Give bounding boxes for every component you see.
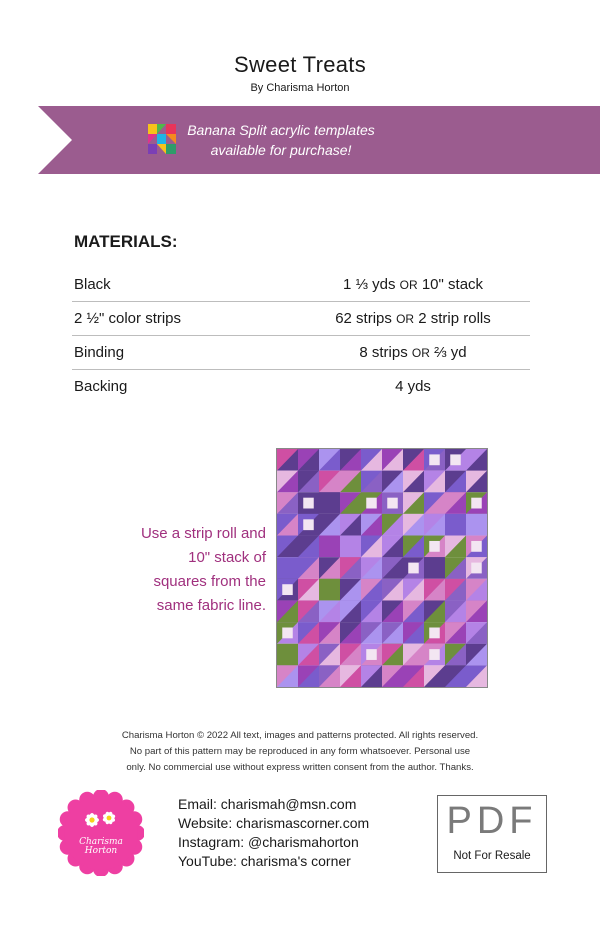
- quilt-image: [276, 448, 488, 688]
- copyright-line: Charisma Horton © 2022 All text, images and patterns protected. All rights reserved.: [121, 730, 479, 741]
- quilt-light-square: [366, 498, 377, 509]
- amount-b: ⅔ yd: [434, 344, 467, 361]
- quilt-light-square: [471, 541, 482, 552]
- note-line: squares from the: [153, 573, 266, 590]
- pdf-label: PDF: [446, 800, 538, 842]
- amount-b: 10" stack: [421, 276, 484, 293]
- quilt-light-square: [303, 519, 314, 530]
- or-label: OR: [399, 278, 418, 292]
- page-title: Sweet Treats: [234, 52, 366, 77]
- table-row: [72, 336, 530, 370]
- amount-a: 1 ⅓ yds: [342, 276, 396, 293]
- banner-text: [178, 120, 384, 160]
- quilt-light-square: [387, 498, 398, 509]
- copyright-line: No part of this pattern may be reproduced in any form whatsoever. Personal use: [129, 746, 471, 757]
- banana-split-template-icon: [148, 124, 176, 154]
- website-link[interactable]: Website: charismascorner.com: [178, 815, 370, 831]
- material-amount: [296, 302, 530, 336]
- author-byline: By Charisma Horton: [250, 82, 350, 94]
- quilt-light-square: [471, 498, 482, 509]
- pdf-sublabel: Not For Resale: [453, 850, 531, 862]
- amount-a: 62 strips: [335, 310, 392, 327]
- quilt-light-square: [303, 498, 314, 509]
- material-amount: [296, 268, 530, 302]
- materials-heading: MATERIALS:: [74, 232, 178, 251]
- note-line: 10" stack of: [188, 549, 266, 566]
- quilt-light-square: [366, 649, 377, 660]
- contact-info: [178, 795, 369, 871]
- quilt-light-square: [450, 454, 461, 465]
- banner-line-1: Banana Split acrylic templates: [187, 122, 375, 138]
- logo-text: [58, 838, 144, 856]
- promo-banner[interactable]: [38, 106, 600, 174]
- quilt-light-square: [429, 628, 440, 639]
- material-amount: [296, 336, 530, 370]
- table-row: [72, 268, 530, 302]
- or-label: OR: [411, 346, 430, 360]
- material-item: 2 ½" color strips: [72, 302, 296, 336]
- copyright-notice: [40, 728, 560, 776]
- material-item: Binding: [72, 336, 296, 370]
- quilt-pattern: [277, 449, 487, 687]
- quilt-light-square: [429, 454, 440, 465]
- logo-line-1: Charisma: [79, 837, 123, 847]
- note-line: same fabric line.: [156, 597, 266, 614]
- scallop-badge-icon: [58, 790, 144, 876]
- materials-table: [72, 268, 530, 403]
- quilt-light-square: [429, 541, 440, 552]
- material-amount: [296, 370, 530, 404]
- material-item: Backing: [74, 378, 128, 395]
- quilt-light-square: [429, 649, 440, 660]
- youtube-link[interactable]: YouTube: charisma's corner: [178, 853, 351, 869]
- material-item: Black: [72, 268, 296, 302]
- table-row: [72, 370, 530, 404]
- amount-a: 8 strips: [359, 344, 408, 361]
- logo-line-2: Horton: [84, 846, 118, 856]
- quilt-light-square: [408, 563, 419, 574]
- or-label: OR: [396, 312, 415, 326]
- quilt-light-square: [471, 563, 482, 574]
- quilt-light-square: [282, 628, 293, 639]
- table-row: [72, 302, 530, 336]
- email-link[interactable]: Email: charismah@msn.com: [178, 796, 357, 812]
- flower-logo: [58, 790, 144, 876]
- amount-a: 4 yds: [395, 378, 431, 395]
- amount-b: 2 strip rolls: [418, 310, 491, 327]
- copyright-line: only. No commercial use without express written consent from the author. Thanks.: [126, 762, 474, 773]
- note-line: Use a strip roll and: [140, 525, 266, 542]
- fabric-note: [112, 522, 266, 618]
- banner-line-2: available for purchase!: [210, 142, 352, 158]
- quilt-light-square: [282, 584, 293, 595]
- pdf-not-for-resale-badge: [437, 795, 547, 873]
- instagram-link[interactable]: Instagram: @charismahorton: [178, 834, 359, 850]
